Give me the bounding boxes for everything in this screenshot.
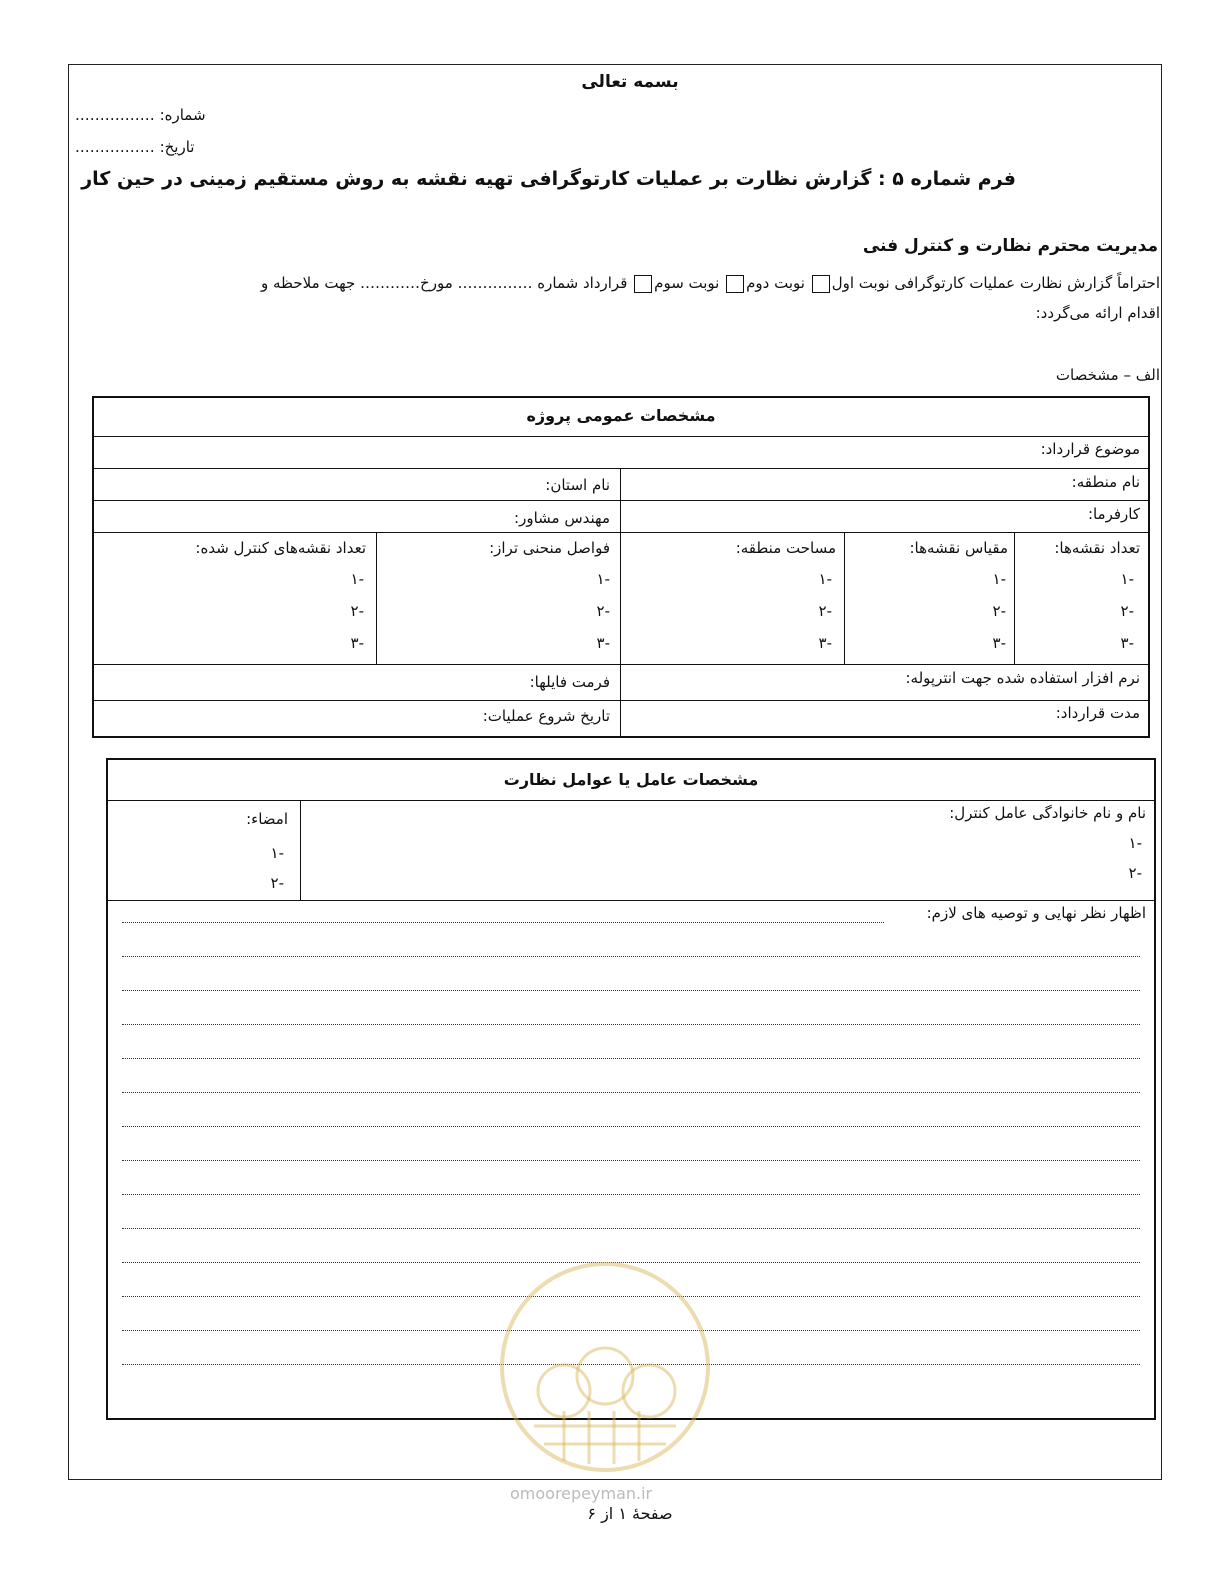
intro-text-a: احتراماً گزارش نظارت عملیات کارتوگرافی نوبت اول [831, 274, 1160, 292]
remarks-line[interactable] [122, 990, 1140, 991]
row-number: -۲ [1120, 602, 1134, 620]
number-dots: ……………. [75, 106, 155, 124]
watermark-seal-icon [500, 1262, 710, 1472]
row-number: -۲ [270, 874, 284, 892]
col-contour-interval: فواصل منحنی تراز: [489, 539, 610, 557]
remarks-label: اظهار نظر نهایی و توصیه های لازم: [926, 904, 1146, 922]
row-number: -۱ [992, 570, 1006, 588]
number-line [75, 106, 206, 124]
region-label: نام منطقه: [1071, 473, 1140, 491]
row-number: -۲ [350, 602, 364, 620]
col-area: مساحت منطقه: [735, 539, 836, 557]
project-specs-title: مشخصات عمومی پروژه [526, 406, 716, 425]
software-label: نرم افزار استفاده شده جهت انترپوله: [905, 669, 1140, 687]
row-number: -۳ [818, 634, 832, 652]
remarks-line[interactable] [122, 922, 884, 923]
row-number: -۲ [596, 602, 610, 620]
duration-label: مدت قرارداد: [1055, 704, 1140, 722]
number-label: شماره: [159, 106, 206, 124]
basmala: بسمه تعالی [581, 72, 679, 92]
row-number: -۱ [350, 570, 364, 588]
province-label: نام استان: [545, 476, 610, 494]
row-number: -۱ [596, 570, 610, 588]
col-controlled-maps: تعداد نقشه‌های کنترل شده: [195, 539, 366, 557]
col-map-count: تعداد نقشه‌ها: [1054, 539, 1140, 557]
remarks-line[interactable] [122, 956, 1140, 957]
date-line [75, 138, 194, 156]
date-label: تاریخ: [159, 138, 195, 156]
watermark-url: omoorepeyman.ir [510, 1484, 653, 1503]
start-date-label: تاریخ شروع عملیات: [482, 707, 610, 725]
section-label: الف – مشخصات [1055, 366, 1160, 384]
supervisors-title: مشخصات عامل یا عوامل نظارت [503, 770, 759, 789]
date-dots: ……………. [75, 138, 155, 156]
col-map-scale: مقیاس نقشه‌ها: [909, 539, 1008, 557]
page-number: صفحهٔ ۱ از ۶ [587, 1504, 673, 1523]
intro-line-1 [261, 274, 1160, 293]
addressee: مدیریت محترم نظارت و کنترل فنی [862, 236, 1158, 256]
turn3-label: نوبت سوم [654, 274, 720, 292]
turn2-label: نوبت دوم [746, 274, 805, 292]
turn3-checkbox[interactable] [634, 275, 652, 293]
row-number: -۲ [1128, 864, 1142, 882]
intro-text-b: قرارداد شماره …………… مورخ………… جهت ملاحظه و [260, 274, 628, 292]
turn1-checkbox[interactable] [812, 275, 830, 293]
row-number: -۱ [270, 844, 284, 862]
remarks-line[interactable] [122, 1160, 1140, 1161]
remarks-line[interactable] [122, 1058, 1140, 1059]
row-number: -۱ [1128, 834, 1142, 852]
employer-label: کارفرما: [1087, 505, 1140, 523]
row-number: -۳ [596, 634, 610, 652]
project-specs-table [92, 396, 1150, 738]
remarks-line[interactable] [122, 1092, 1140, 1093]
row-number: -۱ [818, 570, 832, 588]
consultant-label: مهندس مشاور: [514, 509, 610, 527]
row-number: -۲ [818, 602, 832, 620]
turn2-checkbox[interactable] [726, 275, 744, 293]
row-number: -۳ [350, 634, 364, 652]
file-format-label: فرمت فایلها: [529, 673, 610, 691]
intro-line-2: اقدام ارائه می‌گردد: [1035, 304, 1160, 322]
supervisor-name-label: نام و نام خانوادگی عامل کنترل: [949, 804, 1146, 822]
row-number: -۳ [992, 634, 1006, 652]
remarks-line[interactable] [122, 1228, 1140, 1229]
row-number: -۳ [1120, 634, 1134, 652]
form-title: فرم شماره ۵ : گزارش نظارت بر عملیات کارتوگرافی تهیه نقشه به روش مستقیم زمینی در حین کار [81, 168, 1016, 190]
row-number: -۲ [992, 602, 1006, 620]
remarks-line[interactable] [122, 1024, 1140, 1025]
remarks-line[interactable] [122, 1126, 1140, 1127]
subject-label: موضوع قرارداد: [1040, 440, 1140, 458]
row-number: -۱ [1120, 570, 1134, 588]
remarks-line[interactable] [122, 1194, 1140, 1195]
signature-label: امضاء: [246, 810, 288, 828]
remarks-line[interactable] [122, 1262, 1140, 1263]
